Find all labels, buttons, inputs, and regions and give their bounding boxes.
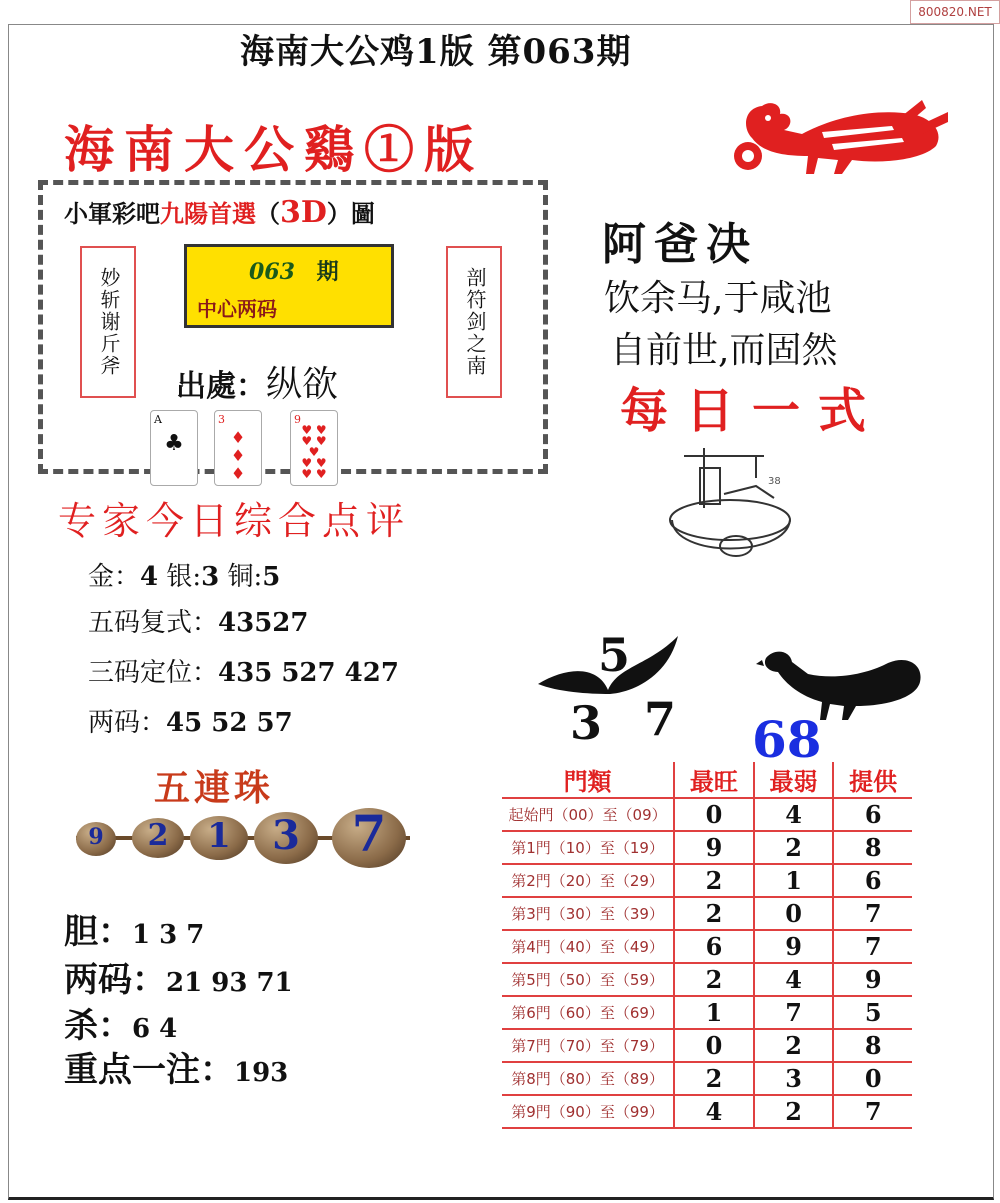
graphic-number-top: 5 bbox=[598, 628, 631, 682]
strongest-cell: 2 bbox=[674, 963, 754, 996]
strongest-cell: 2 bbox=[674, 864, 754, 897]
strongest-cell: 4 bbox=[674, 1095, 754, 1128]
period-number: 063 bbox=[249, 259, 295, 285]
weakest-cell: 9 bbox=[754, 930, 834, 963]
header-weakest: 最弱 bbox=[754, 762, 834, 798]
bronze-label: 铜: bbox=[227, 562, 263, 592]
gate-range-cell: 第1門（10）至（19） bbox=[502, 831, 674, 864]
dan-label: 胆： bbox=[64, 912, 132, 952]
origin-value: 纵欲 bbox=[266, 364, 339, 405]
dan-value: 1 3 7 bbox=[132, 920, 205, 950]
graphic-number-left: 3 bbox=[570, 696, 603, 750]
weakest-cell: 4 bbox=[754, 798, 834, 831]
gate-range-cell: 第7門（70）至（79） bbox=[502, 1029, 674, 1062]
graphic-number-right: 7 bbox=[644, 692, 677, 746]
bead: 2 bbox=[132, 818, 184, 858]
page-title: 海南大公鸡1版 第063期 bbox=[240, 32, 632, 72]
strongest-cell: 0 bbox=[674, 1029, 754, 1062]
three-code-line bbox=[88, 652, 399, 689]
table-row bbox=[502, 996, 912, 1029]
two-code-value: 45 52 57 bbox=[166, 708, 293, 738]
origin-label: 出處： bbox=[176, 369, 266, 404]
gate-range-cell: 第6門（60）至（69） bbox=[502, 996, 674, 1029]
table-row bbox=[502, 897, 912, 930]
left-verse-box: 妙斩谢斤斧 bbox=[80, 246, 136, 398]
bead: 7 bbox=[332, 808, 406, 868]
period-suffix: 期 bbox=[316, 259, 339, 285]
abajue-title: 阿爸决 bbox=[602, 219, 758, 270]
header-strongest: 最旺 bbox=[674, 762, 754, 798]
header-provide: 提供 bbox=[849, 768, 898, 796]
strongest-cell: 0 bbox=[674, 798, 754, 831]
rooster-papercut-icon bbox=[722, 98, 952, 182]
playing-card-ace-clubs bbox=[150, 410, 198, 486]
sha-value: 6 4 bbox=[132, 1014, 178, 1044]
two-code-label: 两码： bbox=[88, 708, 167, 738]
strongest-cell: 9 bbox=[674, 831, 754, 864]
key-line bbox=[64, 1042, 288, 1091]
weakest-cell: 2 bbox=[754, 831, 834, 864]
strongest-cell: 2 bbox=[674, 1062, 754, 1095]
weakest-cell: 4 bbox=[754, 963, 834, 996]
provide-cell: 0 bbox=[833, 1062, 912, 1095]
gate-range-cell: 第4門（40）至（49） bbox=[502, 930, 674, 963]
expert-review-title: 专家今日综合点评 bbox=[58, 499, 411, 543]
weakest-cell: 0 bbox=[754, 897, 834, 930]
origin-line bbox=[176, 356, 338, 407]
liangma-line bbox=[64, 952, 293, 1001]
header-gate: 門類 bbox=[502, 762, 674, 798]
graphic-number-extra: 68 bbox=[752, 710, 822, 769]
provide-cell: 5 bbox=[833, 996, 912, 1029]
two-code-line bbox=[88, 702, 293, 739]
abajue-line-1: 饮余马,于咸池 bbox=[604, 278, 832, 319]
card-header-paren-close: ）圖 bbox=[326, 199, 375, 228]
card-rank: 9 bbox=[294, 413, 301, 426]
weakest-cell: 3 bbox=[754, 1062, 834, 1095]
card-header-red: 九陽首選 bbox=[160, 199, 256, 228]
center-code-label: 中心两码 bbox=[197, 297, 277, 321]
weakest-cell: 7 bbox=[754, 996, 834, 1029]
five-code-line bbox=[88, 602, 308, 639]
provide-cell: 7 bbox=[833, 1095, 912, 1128]
gates-table-panel bbox=[502, 762, 912, 1129]
weakest-cell: 2 bbox=[754, 1095, 834, 1128]
crane-bowl-illustration-icon bbox=[664, 438, 804, 578]
provide-cell: 7 bbox=[833, 930, 912, 963]
key-value: 193 bbox=[234, 1058, 289, 1088]
liangma-value: 21 93 71 bbox=[166, 968, 293, 998]
table-row bbox=[502, 1062, 912, 1095]
diamond-icon: ♦ ♦ ♦ bbox=[230, 428, 246, 483]
table-row bbox=[502, 798, 912, 831]
club-icon: ♣ bbox=[164, 431, 184, 456]
provide-cell: 8 bbox=[833, 831, 912, 864]
gate-range-cell: 第8門（80）至（89） bbox=[502, 1062, 674, 1095]
strongest-cell: 6 bbox=[674, 930, 754, 963]
heart-icon: ♥ ♥ ♥ ♥ ♥ ♥ ♥ ♥ ♥ bbox=[301, 423, 327, 481]
black-rooster-icon bbox=[756, 644, 926, 728]
table-row bbox=[502, 1029, 912, 1062]
playing-card-three-diamonds bbox=[214, 410, 262, 486]
medals-line bbox=[88, 556, 280, 593]
card-header-brand: 小軍彩吧 bbox=[64, 199, 160, 228]
bead: 1 bbox=[190, 816, 248, 860]
three-code-value: 435 527 427 bbox=[218, 658, 399, 688]
bead: 3 bbox=[254, 812, 318, 864]
gold-value: 4 bbox=[140, 562, 159, 592]
crane-caption: 38 bbox=[768, 476, 781, 487]
dan-line bbox=[64, 904, 204, 953]
gold-label: 金： bbox=[88, 562, 141, 592]
table-row bbox=[502, 963, 912, 996]
gate-range-cell: 第5門（50）至（59） bbox=[502, 963, 674, 996]
card-rank: A bbox=[154, 413, 162, 426]
right-verse-box: 剖符剑之南 bbox=[446, 246, 502, 398]
weakest-cell: 1 bbox=[754, 864, 834, 897]
period-label bbox=[249, 255, 339, 286]
gate-range-cell: 第3門（30）至（39） bbox=[502, 897, 674, 930]
playing-card-nine-hearts bbox=[290, 410, 338, 486]
three-code-label: 三码定位： bbox=[88, 658, 219, 688]
five-code-value: 43527 bbox=[218, 608, 309, 638]
provide-cell: 7 bbox=[833, 897, 912, 930]
site-watermark: 800820.NET bbox=[910, 0, 1000, 24]
provide-cell: 8 bbox=[833, 1029, 912, 1062]
provide-cell: 9 bbox=[833, 963, 912, 996]
daily-formula-title: 每日一式 bbox=[620, 383, 885, 439]
card-header-paren-open: （ bbox=[256, 199, 280, 228]
table-row bbox=[502, 930, 912, 963]
provide-cell: 6 bbox=[833, 798, 912, 831]
table-row bbox=[502, 864, 912, 897]
sha-line bbox=[64, 998, 177, 1047]
silver-label: 银: bbox=[166, 562, 202, 592]
strongest-cell: 2 bbox=[674, 897, 754, 930]
card-header-3d: 3D bbox=[280, 195, 327, 230]
provide-cell: 6 bbox=[833, 864, 912, 897]
table-row bbox=[502, 831, 912, 864]
bronze-value: 5 bbox=[262, 562, 281, 592]
card-rank: 3 bbox=[218, 413, 225, 426]
strongest-cell: 1 bbox=[674, 996, 754, 1029]
gate-range-cell: 第9門（90）至（99） bbox=[502, 1095, 674, 1128]
table-row bbox=[502, 1095, 912, 1128]
five-bead-title: 五連珠 bbox=[154, 767, 275, 809]
weakest-cell: 2 bbox=[754, 1029, 834, 1062]
silver-value: 3 bbox=[201, 562, 220, 592]
card-header bbox=[64, 194, 375, 230]
key-label: 重点一注： bbox=[64, 1050, 234, 1090]
gates-table bbox=[502, 762, 912, 1129]
sha-label: 杀： bbox=[64, 1006, 132, 1046]
center-two-code-box bbox=[184, 244, 394, 328]
bead: 9 bbox=[76, 822, 116, 856]
bead-string bbox=[76, 804, 410, 870]
abajue-line-2: 自前世,而固然 bbox=[610, 330, 838, 371]
gates-header-row bbox=[502, 762, 912, 798]
five-code-label: 五码复式： bbox=[88, 608, 219, 638]
gate-range-cell: 起始門（00）至（09） bbox=[502, 798, 674, 831]
liangma-label: 两码： bbox=[64, 960, 166, 1000]
gate-range-cell: 第2門（20）至（29） bbox=[502, 864, 674, 897]
main-banner-title: 海南大公鷄①版 bbox=[64, 120, 484, 179]
